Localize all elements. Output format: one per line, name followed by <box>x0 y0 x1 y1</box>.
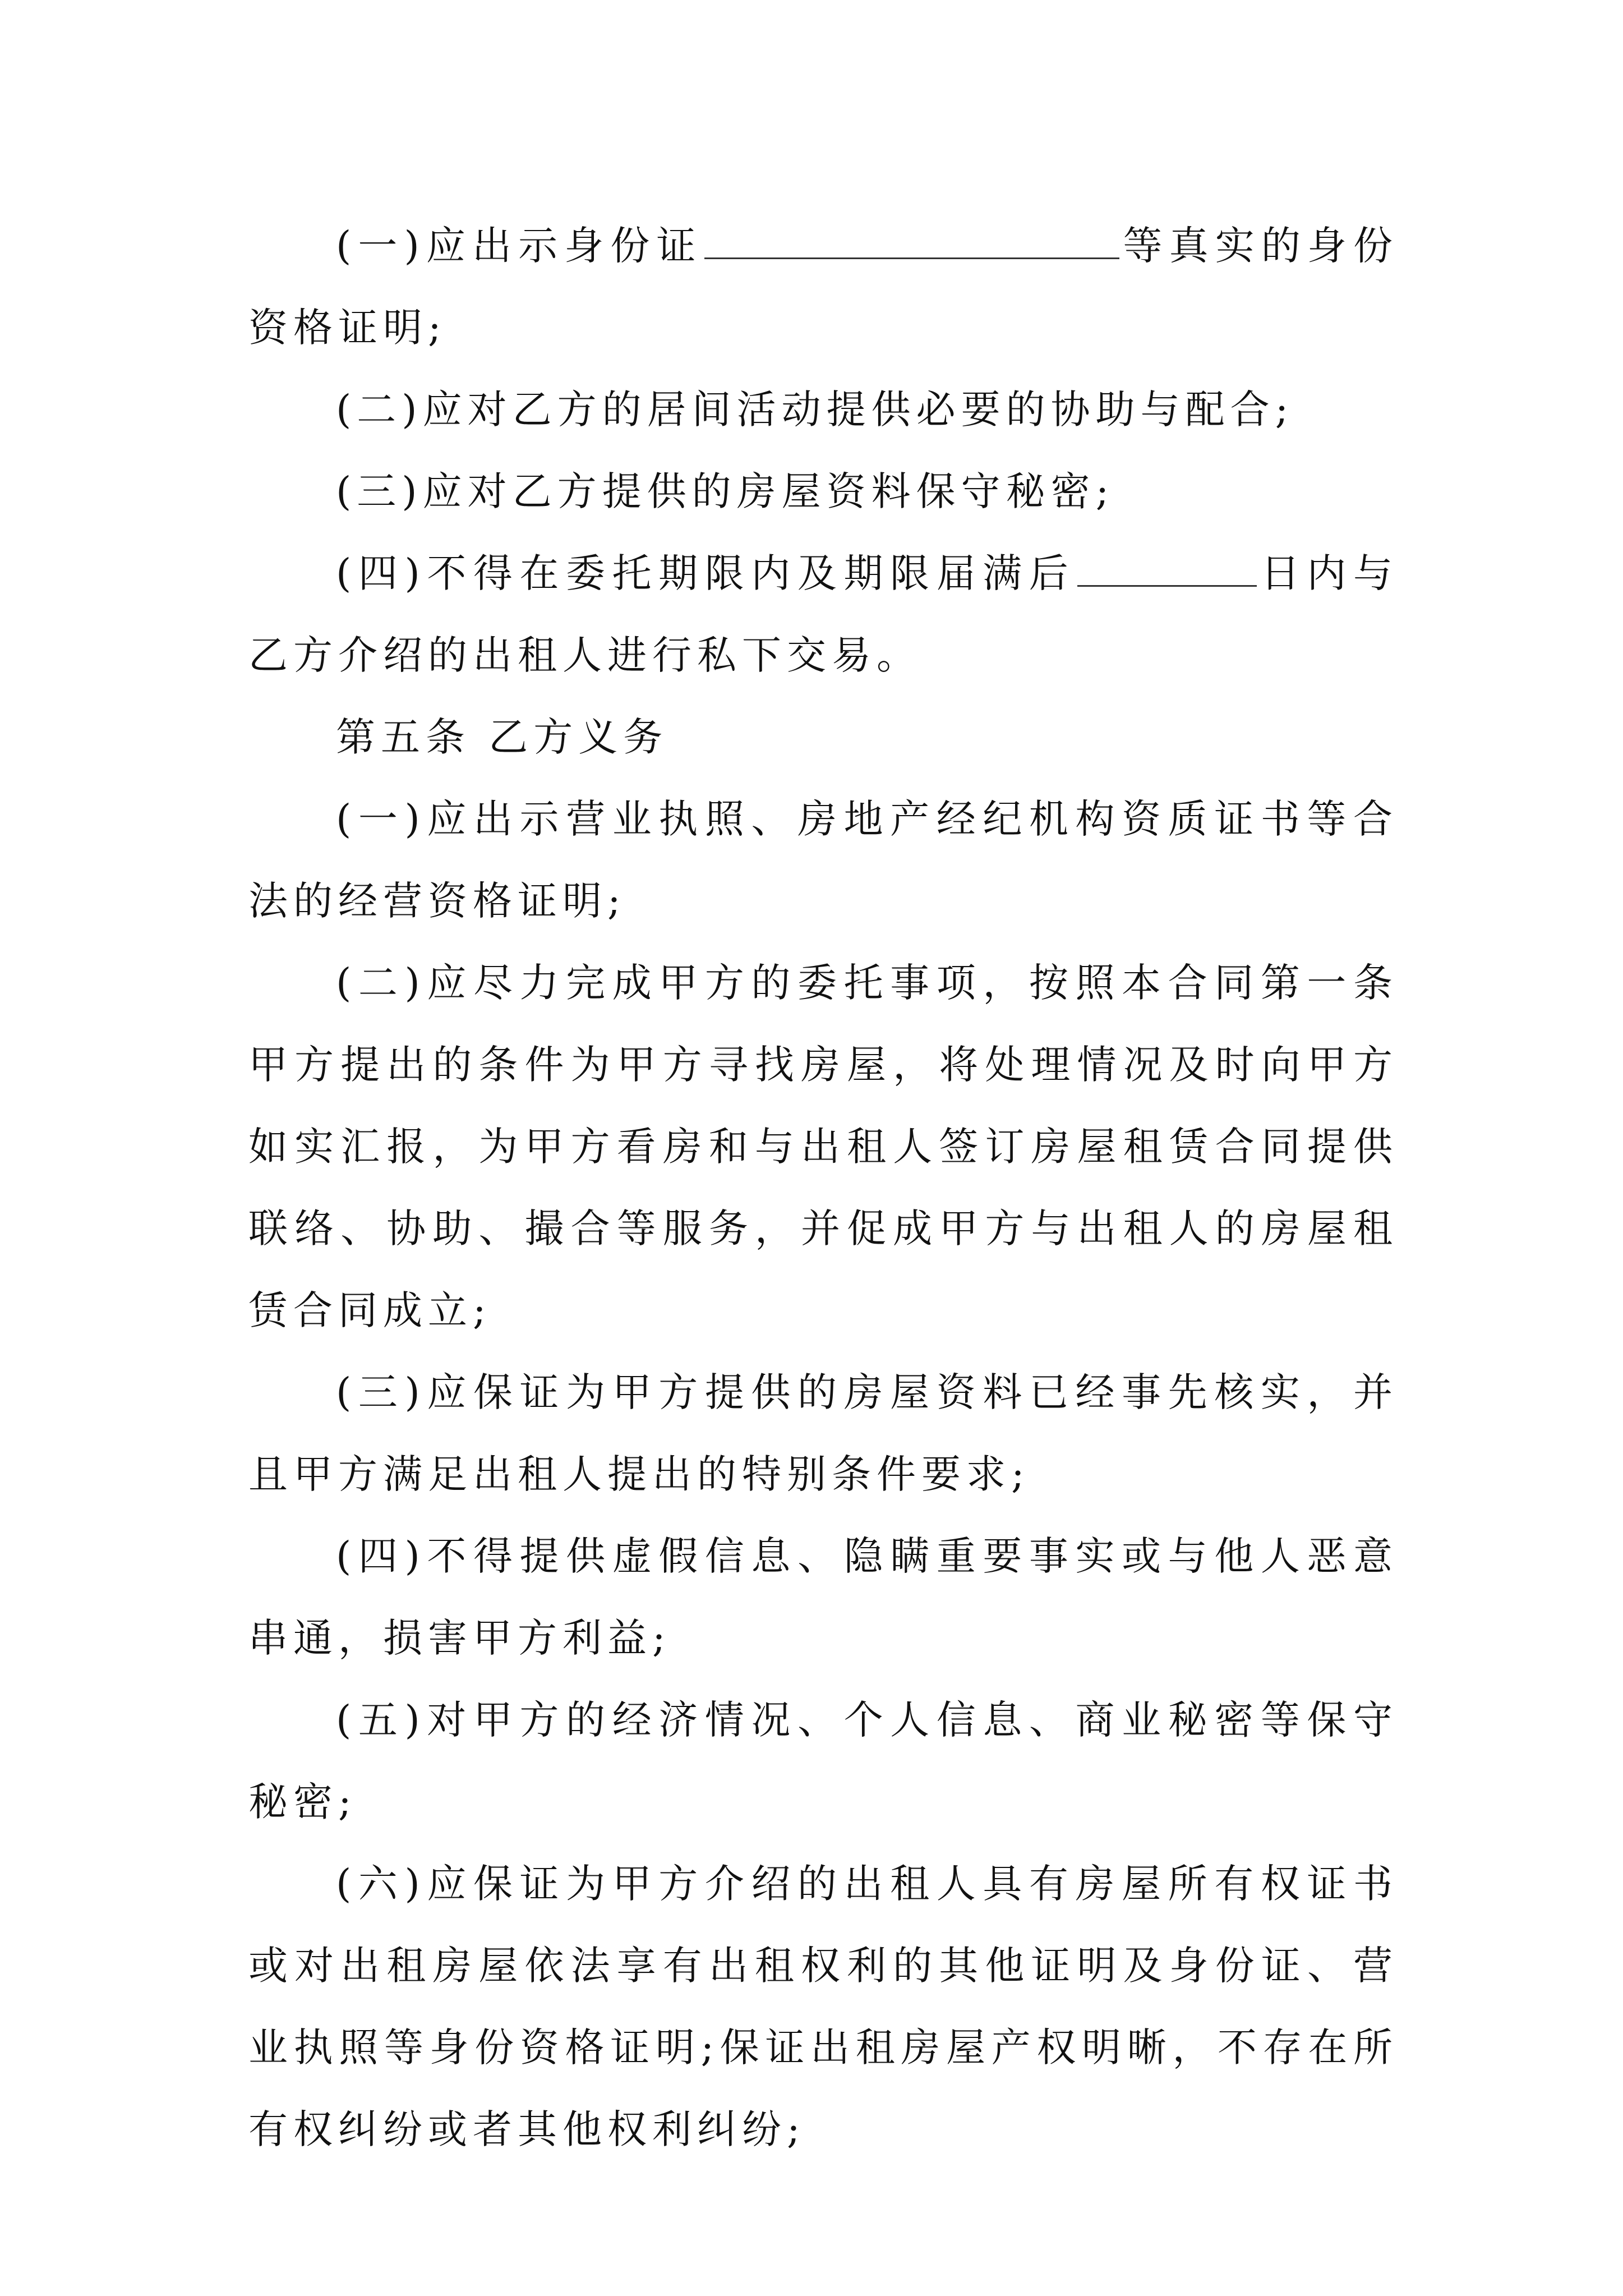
party-a-duty-4-text: (四)不得在委托期限内及期限届满后 <box>336 550 1076 596</box>
party-b-duty-2: (二)应尽力完成甲方的委托事项，按照本合同第一条甲方提出的条件为甲方寻找房屋，将处理情况及时向甲方如实汇报，为甲方看房和与出租人签订房屋租赁合同提供联络、协助、撮合等服务，并促成甲方与出租人的房屋租赁合同成立; <box>248 960 1398 1333</box>
contract-body <box>248 205 1398 2170</box>
party-a-duty-1-text: (一)应出示身份证 <box>336 223 703 269</box>
party-b-duty-1: (一)应出示营业执照、房地产经纪机构资质证书等合法的经营资格证明; <box>248 796 1398 924</box>
party-a-duty-3: (三)应对乙方提供的房屋资料保守秘密; <box>336 468 1115 514</box>
party-a-duty-1 <box>248 205 1398 369</box>
party-b-duty-4: (四)不得提供虚假信息、隐瞒重要事实或与他人恶意串通，损害甲方利益; <box>248 1533 1398 1661</box>
party-b-duty-6: (六)应保证为甲方介绍的出租人具有房屋所有权证书或对出租房屋依法享有出租权利的其他证明及身份证、营业执照等身份资格证明;保证出租房屋产权明晰，不存在所有权纠纷或者其他权利纠纷; <box>248 1861 1398 2152</box>
party-b-duty-3: (三)应保证为甲方提供的房屋资料已经事先核实，并且甲方满足出租人提出的特别条件要求; <box>248 1369 1398 1497</box>
article-5-heading: 第五条 乙方义务 <box>336 714 668 760</box>
party-a-duty-2: (二)应对乙方的居间活动提供必要的协助与配合; <box>336 386 1294 432</box>
id-document-blank[interactable] <box>704 218 1119 259</box>
party-a-duty-1-text-end: 等真实的身份资格证明; <box>248 223 1399 351</box>
days-blank[interactable] <box>1077 546 1257 587</box>
party-a-duty-4-text-end: 日内与乙方介绍的出租人进行私下交易。 <box>248 550 1399 678</box>
party-a-duty-4 <box>248 532 1398 696</box>
party-b-duty-5: (五)对甲方的经济情况、个人信息、商业秘密等保守秘密; <box>248 1697 1398 1825</box>
